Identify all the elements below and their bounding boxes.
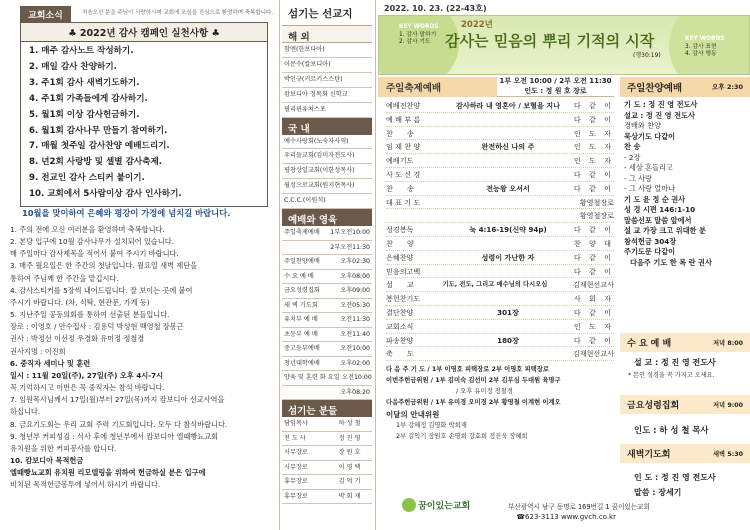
table-row: 휴무장로 박 회 재: [282, 490, 372, 505]
notice-line: 권사지명 : 이진희: [10, 346, 66, 356]
order-row: 예배전찬양 감사하라 내 영혼아 / 보혈을 지나 다 같 이: [386, 99, 614, 113]
table-row: 청년대학예배 오후02:00: [282, 357, 372, 372]
campaign-item: 9. 전교인 감사 스티커 붙이기.: [29, 173, 145, 184]
usher-header: 이달의 안내위원: [386, 410, 440, 419]
keywords-left: KEY WORDS 1. 감사 말하기 2. 감사 기도: [399, 24, 439, 45]
column-divider: [279, 0, 280, 530]
church-logo: 꿈이있는교회: [386, 498, 486, 526]
notice-line: 일시 : 11월 20일(주), 27일(주) 오후 4시-7시: [10, 370, 164, 380]
church-address: 부산광역시 남구 동명로 169번길 1 꿈이있는교회: [508, 503, 650, 511]
list-item: 우리들교회(김미자전도사): [282, 149, 372, 164]
church-news-column: [0, 0, 282, 530]
campaign-item: 5. 월1회 이상 감사헌금하기.: [29, 109, 140, 120]
list-item: 필리핀유치스포: [282, 103, 372, 118]
usher-line: 2부 김익기 장원호 손영희 강효희 정진욱 장혜희: [396, 433, 528, 440]
keywords-right: KEY WORDS 3. 감사 표현 4. 감사 행동: [685, 36, 725, 57]
list-item: 이문수(칼보디아): [282, 58, 372, 73]
offering-this-week: 이번주헌금위원 / 1부 김미숙 김선미 2부 김무심 두대원 육명구: [386, 377, 561, 384]
campaign-item: 3. 주1회 감사 새벽기도하기.: [29, 77, 140, 88]
notice-list: [10, 224, 278, 491]
dawn-leader: 인 도 : 정 진 영 전도사: [634, 473, 716, 482]
notice-line: 장로 : 이영호 / 안수집사 : 김용덕 박성현 백영철 장봉근: [10, 322, 184, 332]
friday-leader: 인도 : 하 성 철 목사: [634, 425, 709, 435]
sunday-service-info: 1부 오전 10:00 / 2부 오전 11:30 인도 : 정 원 호 장로: [497, 77, 614, 97]
table-row: 수 요 예 배 오후08:00: [282, 270, 372, 285]
mission-title: 섬기는 선교지: [282, 0, 372, 26]
table-row: 오후08:20: [282, 386, 372, 401]
intro-text: 처음오신 분을 주님이 사랑하시며 교회에 오심을 진심으로 환영하며 축복합니다.: [82, 10, 274, 16]
table-row: 주일축제예배 1부오전10:00: [282, 226, 372, 241]
order-row: 교회소식 인 도 자: [386, 320, 614, 334]
notice-line: 6. 중직자 세미나 및 훈련: [10, 358, 91, 368]
notice-line: 권사 : 박정선 이선정 우경화 유미정 정철경: [10, 334, 145, 344]
issue-date: 2022. 10. 23. (22-43호): [384, 4, 487, 13]
list-item: 박인규(키르키스스탄): [282, 73, 372, 88]
ministry-column: [282, 0, 372, 530]
order-row: 은혜찬양 성령이 가난한 자 다 같 이: [386, 251, 614, 265]
notice-line: 꼭 기억하시고 이번은 꼭 중직자는 참석 바랍니다.: [10, 383, 165, 393]
table-row: 휴무장로 김 억 기: [282, 475, 372, 490]
order-row: 예 배 부 름 다 같 이: [386, 113, 614, 127]
table-row: 중고등부예배 오전10:00: [282, 342, 372, 357]
table-row: 시무장로 장 원 호: [282, 446, 372, 461]
next-prayer: 다 음 주 기 도 / 1부 이영호 피택장로 2부 이영호 피택장로: [386, 366, 549, 373]
notice-line: 9. 청년부 커피성김 : 식사 후에 청년부에서 캄보디아 엘때빵뇨교회: [10, 431, 219, 441]
order-row: 찬 양 찬 양 대: [386, 237, 614, 251]
sunday-service-title: 주일축제예배: [378, 77, 497, 97]
bulletin-main: [378, 0, 750, 530]
table-row: 새 벽 기도회 오전05:30: [282, 299, 372, 314]
servers-table: [282, 417, 372, 504]
offering-next-week: 다음주헌금위원 / 1부 유미경 오미경 2부 황영철 이계현 이계오: [386, 399, 561, 406]
notice-line: 10. 캄보디아 목적헌금: [10, 455, 84, 465]
notice-line: 2. 본당 입구에 10월 감사나무가 설치되어 있습니다.: [10, 237, 174, 247]
worship-header: 예배와 영육: [282, 209, 372, 226]
order-row: 믿음의고백 다 같 이: [386, 265, 614, 279]
notice-line: 7. 임원목사님께서 17일(월)부터 27일(목)까지 캄보디아 선교사역을: [10, 395, 225, 405]
campaign-item: 7. 매월 첫주일 감사찬양 예배드리기.: [29, 141, 170, 152]
campaign-item: 6. 월1회 감사나무 만들기 참여하기.: [29, 125, 168, 136]
order-row: 대 표 기 도 황영철장로: [386, 196, 614, 210]
church-contact: [508, 502, 650, 522]
table-row: 초등부 예 배 오전11:40: [282, 328, 372, 343]
campaign-item: 2. 매일 감사 찬양하기.: [29, 61, 117, 72]
theme-banner: [378, 15, 750, 75]
domestic-header: 국 내: [282, 118, 372, 135]
overseas-header: 해 외: [282, 26, 372, 43]
prayer-offering-info: [386, 364, 618, 442]
friday-service-title: 금요성령집회 저녁 9:00: [620, 395, 750, 414]
banner-year: 2022년: [461, 20, 493, 30]
order-row: 성경봉독 눅 4:16-19(신약 94p) 다 같 이: [386, 223, 614, 237]
campaign-box: [20, 22, 268, 207]
list-item: 예수사랑회(노숙자사역): [282, 135, 372, 150]
table-row: 전 도 사 정 진 영: [282, 432, 372, 447]
banner-ref: (행30:19): [633, 52, 661, 59]
order-row: 봉헌찬기도 사 회 자: [386, 292, 614, 306]
church-phone: ☎623-3113 www.gvch.co.kr: [516, 513, 616, 521]
banner-title: 감사는 믿음의 뿌리 기적의 시작: [445, 32, 655, 50]
church-news-header: 교회소식: [20, 6, 71, 23]
notice-line: 유치원을 위한 커피봉사를 합니다.: [10, 443, 117, 453]
order-row: 임 재 찬 양 완전하신 나의 주 인 도 자: [386, 140, 614, 154]
order-row: 사 도 신 경 다 같 이: [386, 168, 614, 182]
domestic-list: [282, 135, 372, 210]
list-item: 월성으로교회(원지현목사): [282, 179, 372, 194]
table-row: 유치부 예 배 오전11:30: [282, 313, 372, 328]
notice-line: 통하여 주님께 한 주간을 맡깁시다.: [10, 273, 119, 283]
campaign-list: [21, 42, 267, 206]
list-item: C.C.C.(이원석): [282, 194, 372, 209]
offering-this-week-pm: / 오후 유미정 정철경: [456, 388, 513, 395]
notice-line: 엘때빵뇨교회 유치원 리모델링을 위하여 헌금하실 분은 입구에: [10, 468, 206, 478]
notice-line: 5. 지난주일 공동의회를 통하여 선출된 분들입니다.: [10, 310, 170, 320]
order-row: 예배기도 인 도 자: [386, 154, 614, 168]
table-row: 주일찬양예배 오후02:30: [282, 255, 372, 270]
notice-line: 비치된 목적헌금봉투에 넣어서 하시기 바랍니다.: [10, 480, 161, 490]
wednesday-preacher: 설 교 : 정 진 영 전도사: [634, 358, 716, 367]
campaign-item: 10. 교회에서 5사람이상 감사 인사하기.: [29, 189, 182, 200]
notice-line: 1. 주의 전에 오신 여러분을 환영하며 축복합니다.: [10, 225, 165, 234]
notice-line: 매 주일마다 감사제목을 적어서 붙여 주시기 바랍니다.: [10, 249, 179, 259]
list-item: 함엔(한보다아): [282, 43, 372, 58]
order-row: 파송찬양 180장 다 같 이: [386, 334, 614, 348]
campaign-item: 8. 년2회 사랑방 및 셀별 감사축제.: [29, 157, 163, 168]
order-row: 축 도 김재현선교사: [386, 347, 614, 361]
praise-service-order: 기 도 : 정 진 영 전도사 설교 : 정 진 영 전도사 경배와 찬양 묵상기도 다같이 찬 송 - 2장 - 세상 흔들리고 - 그 사랑 - 그 사랑 얼마나 기 도 윤 정 순 권사 성 경 시편 146:1-10 말씀선포 말씀 앞에서 설 교 가장 크고 위대한 분 참석헌금 304장 주기도문 다같이 다음주 기도 한 복 란 권사: [624, 100, 712, 267]
column-divider: [375, 0, 376, 530]
notice-line: 하십니다.: [10, 407, 41, 417]
wednesday-service-title: 수 요 예 배 저녁 8:00: [620, 333, 750, 352]
campaign-title: ♣ 2022년 감사 캠페인 실천사항 ♣: [21, 23, 267, 42]
campaign-item: 1. 매주 감사노트 작성하기.: [29, 46, 134, 56]
monthly-greeting: 10월을 맞이하여 은혜와 평강이 가정에 넘치길 바랍니다.: [22, 208, 231, 218]
dawn-prayer-title: 새벽기도회 새벽 5:30: [620, 444, 750, 463]
notice-line: 4. 감사스티커를 5장씩 내어드립니다. 잘 보이는 곳에 붙여: [10, 285, 193, 295]
order-row: 찬 송 인 도 자: [386, 127, 614, 141]
notice-line: 3. 매주 월요일은 한 주간의 첫날입니다. 월요일 새벽 제단을: [10, 261, 198, 271]
usher-line: 1부 강혜정 김영화 박희재: [396, 422, 467, 429]
praise-service-title: 주일찬양예배 오후 2:30: [620, 77, 750, 97]
wednesday-note: * 본인 성경을 꼭 가지고 오세요.: [628, 372, 715, 379]
list-item: 평창상일교회(이한성목사): [282, 164, 372, 179]
order-of-worship: [386, 99, 614, 361]
order-row: 찬 송 전능왕 오셔서 다 같 이: [386, 182, 614, 196]
table-row: 시무장로 이 영 택: [282, 461, 372, 476]
order-row: 황영철장로: [386, 209, 614, 223]
table-row: 금요성령집회 오후09:00: [282, 284, 372, 299]
worship-table: [282, 226, 372, 400]
servers-header: 섬기는 분들: [282, 400, 372, 417]
notice-line: 8. 금요기도회는 우리 교회 주력 기도회입니다. 모두 다 참석바랍니다.: [10, 419, 228, 429]
campaign-item: 4. 주1회 가족들에게 감사하기.: [29, 93, 148, 104]
table-row: 담임목사 하 성 철: [282, 417, 372, 432]
order-row: 결단찬양 301장 다 같 이: [386, 306, 614, 320]
order-row: 설 교 기도, 전도, 그리고 예수님의 다시오심 김재현선교사: [386, 278, 614, 292]
table-row: 양육 및 훈련 화 요일 오전10:00: [282, 371, 372, 386]
dawn-speaker: 말씀 : 장세기: [634, 488, 682, 497]
overseas-list: [282, 43, 372, 118]
table-row: 2부오전11:30: [282, 241, 372, 256]
list-item: 캄보디아 정목회 신학교: [282, 88, 372, 103]
notice-line: 주시기 바랍니다. (차, 식탁, 현관문, 가게 등): [10, 297, 150, 307]
